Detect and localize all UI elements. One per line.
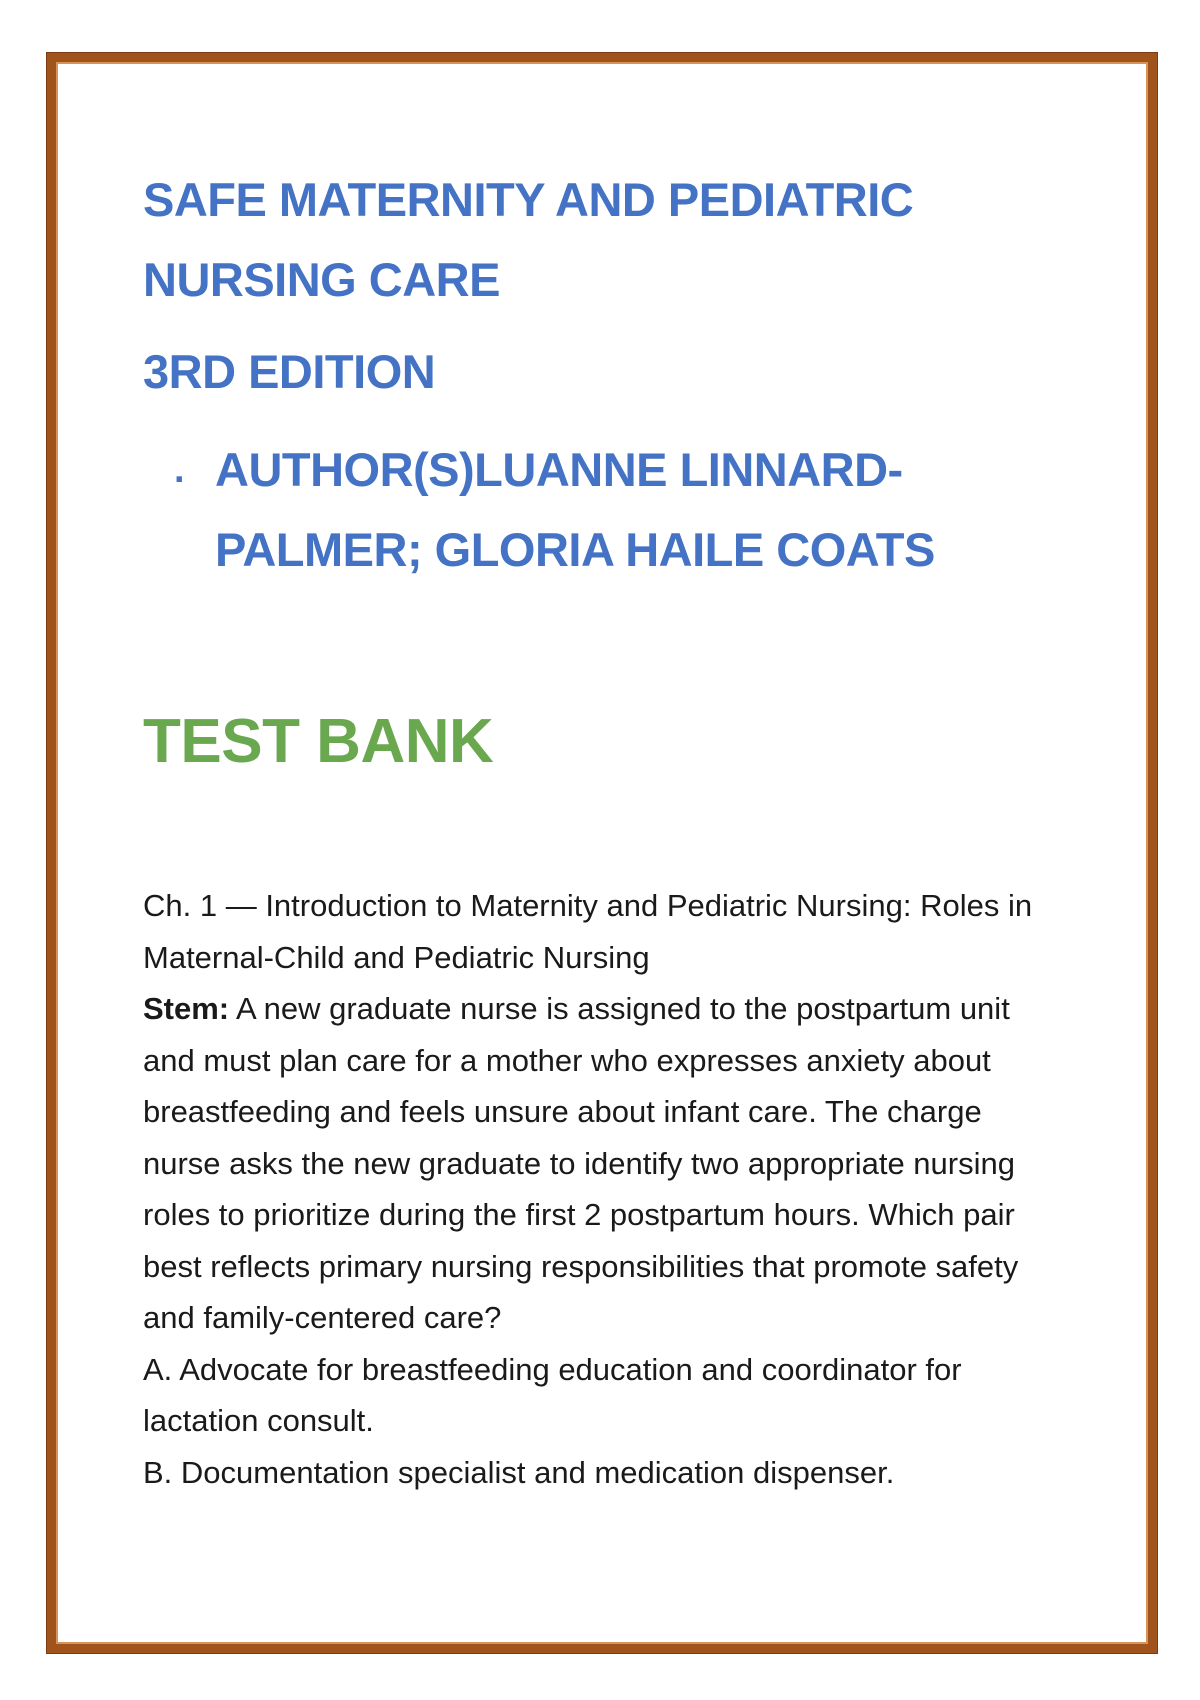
stem-text: A new graduate nurse is assigned to the postpartum unit and must plan care for a mother who expresses anxiety about breastfeeding and feels unsure about infant care. The charge nurse asks the new graduate to identify two appropriate nursing roles to prioritize during the first 2 postpartum hours. Which pair best reflects primary nursing responsibilities that promote safety and family-centered care? [143,991,1019,1335]
question-stem [143,983,1063,1344]
book-authors: AUTHOR(S)LUANNE LINNARD-PALMER; GLORIA HAILE COATS [215,443,935,576]
bullet-icon: . [173,449,185,491]
stem-label: Stem: [143,991,230,1026]
document-content [143,160,1083,1498]
book-edition: 3RD EDITION [143,345,436,398]
option-a: A. Advocate for breastfeeding education and coordinator for lactation consult. [143,1351,962,1438]
book-title: SAFE MATERNITY AND PEDIATRIC NURSING CARE [143,173,914,306]
authors-list-item [143,430,1083,590]
chapter-heading: Ch. 1 — Introduction to Maternity and Pediatric Nursing: Roles in Maternal-Child and Pediatric Nursing [143,888,1033,975]
option-b: B. Documentation specialist and medication dispenser. [143,1454,895,1490]
title-block [143,160,1083,590]
question-body [143,880,1063,1498]
test-bank-heading: TEST BANK [143,707,494,776]
